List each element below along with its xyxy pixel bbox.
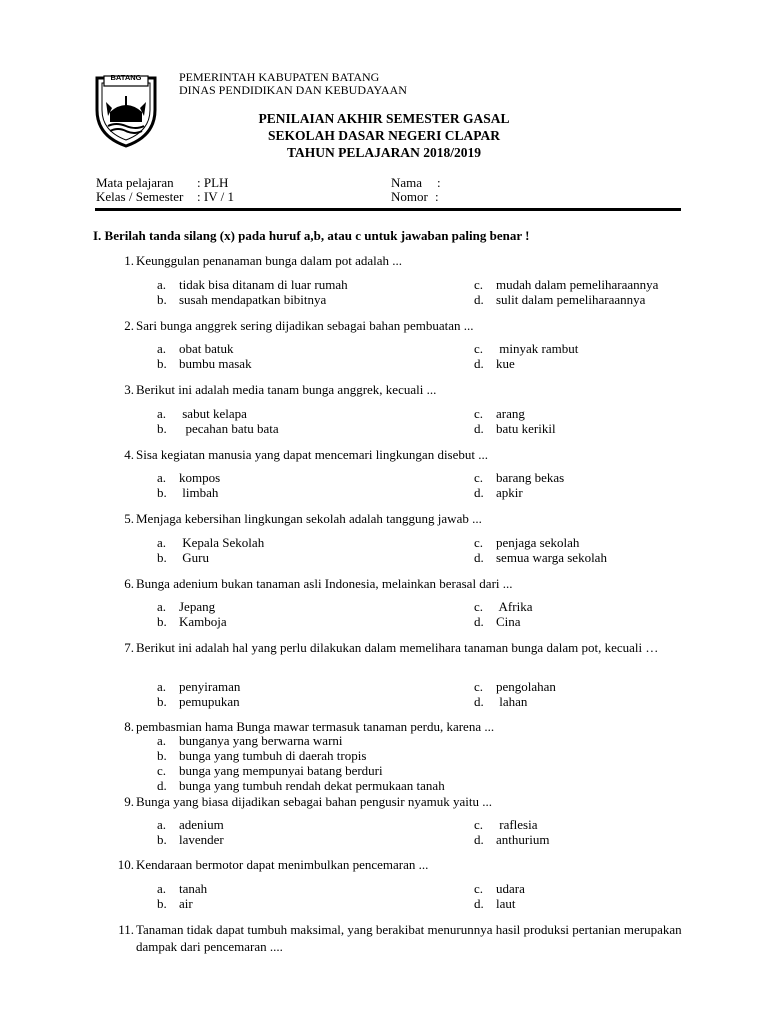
option-a xyxy=(157,881,207,896)
option-letter: d. xyxy=(474,292,484,307)
name-value: : xyxy=(437,175,441,190)
question-text: Berikut ini adalah hal yang perlu dilakukan dalam memelihara tanaman bunga dalam pot, kecuali … xyxy=(136,640,659,655)
question-text: Berikut ini adalah media tanam bunga anggrek, kecuali ... xyxy=(136,382,437,397)
option-letter: c. xyxy=(474,535,484,550)
question-number: 4. xyxy=(124,447,134,462)
subject-label: Mata pelajaran xyxy=(96,175,174,190)
option-d xyxy=(474,550,607,565)
question-text: Menjaga kebersihan lingkungan sekolah adalah tanggung jawab ... xyxy=(136,511,482,526)
option-letter: c. xyxy=(474,679,484,694)
option-d xyxy=(157,778,445,793)
option-letter: a. xyxy=(157,535,167,550)
option-c xyxy=(474,470,564,485)
option-text: tanah xyxy=(179,881,208,896)
option-b xyxy=(157,832,224,847)
option-letter: d. xyxy=(474,694,484,709)
academic-year: TAHUN PELAJARAN 2018/2019 xyxy=(286,145,481,160)
option-letter: b. xyxy=(157,896,167,911)
option-letter: a. xyxy=(157,470,167,485)
option-text: raflesia xyxy=(496,817,538,832)
option-a xyxy=(157,406,247,421)
institution-line-1: PEMERINTAH KABUPATEN BATANG xyxy=(179,70,380,84)
question-number: 7. xyxy=(124,640,134,655)
option-text: kompos xyxy=(179,470,221,485)
option-text: lahan xyxy=(496,694,528,709)
option-text: semua warga sekolah xyxy=(496,550,607,565)
class-value: : IV / 1 xyxy=(197,189,234,204)
option-c xyxy=(474,817,538,832)
option-d xyxy=(474,694,527,709)
option-text: penjaga sekolah xyxy=(496,535,580,550)
question-text: Keunggulan penanaman bunga dalam pot adalah ... xyxy=(136,253,403,268)
option-a xyxy=(157,535,264,550)
question-text: Sisa kegiatan manusia yang dapat mencemari lingkungan disebut ... xyxy=(136,447,488,462)
option-text: limbah xyxy=(179,485,219,500)
option-text: batu kerikil xyxy=(496,421,556,436)
option-d xyxy=(474,421,556,436)
option-b xyxy=(157,614,227,629)
option-letter: c. xyxy=(157,763,167,778)
option-text: minyak rambut xyxy=(496,341,579,356)
option-letter: c. xyxy=(474,470,484,485)
option-text: pemupukan xyxy=(179,694,240,709)
option-letter: b. xyxy=(157,356,167,371)
question-text: pembasmian hama Bunga mawar termasuk tanaman perdu, karena ... xyxy=(136,719,495,734)
option-d xyxy=(474,292,645,307)
option-d xyxy=(474,896,516,911)
option-letter: b. xyxy=(157,832,167,847)
option-c xyxy=(157,763,383,778)
option-letter: b. xyxy=(157,421,167,436)
option-text: sabut kelapa xyxy=(179,406,247,421)
section-instruction: I. Berilah tanda silang (x) pada huruf a,b, atau c untuk jawaban paling benar ! xyxy=(93,228,530,243)
question-text: Tanaman tidak dapat tumbuh maksimal, yang berakibat menurunnya hasil produksi pertanian merupakan dampak dari pencemaran .... xyxy=(136,922,682,954)
option-letter: a. xyxy=(157,406,167,421)
option-letter: d. xyxy=(474,356,484,371)
subject-value: : PLH xyxy=(197,175,229,190)
question-number: 5. xyxy=(124,511,134,526)
option-letter: c. xyxy=(474,599,484,614)
number-value: : xyxy=(435,189,439,204)
option-d xyxy=(474,832,549,847)
option-c xyxy=(474,535,579,550)
option-b xyxy=(157,485,218,500)
question-text: Bunga yang biasa dijadikan sebagai bahan pengusir nyamuk yaitu ... xyxy=(136,794,492,809)
option-text: anthurium xyxy=(496,832,550,847)
institution-line-2: DINAS PENDIDIKAN DAN KEBUDAYAAN xyxy=(179,83,407,97)
question-text: Sari bunga anggrek sering dijadikan sebagai bahan pembuatan ... xyxy=(136,318,474,333)
class-label: Kelas / Semester xyxy=(96,189,184,204)
option-text: Kepala Sekolah xyxy=(179,535,265,550)
option-letter: b. xyxy=(157,694,167,709)
option-text: bunga yang mempunyai batang berduri xyxy=(179,763,383,778)
question-number: 1. xyxy=(124,253,134,268)
option-letter: d. xyxy=(474,614,484,629)
option-text: bunga yang tumbuh di daerah tropis xyxy=(179,748,367,763)
option-letter: a. xyxy=(157,277,167,292)
option-letter: a. xyxy=(157,341,167,356)
option-c xyxy=(474,406,525,421)
option-text: pengolahan xyxy=(496,679,556,694)
option-text: apkir xyxy=(496,485,523,500)
question-number: 6. xyxy=(124,576,134,591)
option-text: bumbu masak xyxy=(179,356,252,371)
option-letter: c. xyxy=(474,817,484,832)
option-letter: d. xyxy=(157,778,167,793)
option-b xyxy=(157,748,366,763)
option-a xyxy=(157,341,234,356)
option-a xyxy=(157,599,215,614)
option-d xyxy=(474,485,523,500)
option-text: tidak bisa ditanam di luar rumah xyxy=(179,277,348,292)
option-letter: b. xyxy=(157,550,167,565)
option-text: lavender xyxy=(179,832,224,847)
option-letter: b. xyxy=(157,292,167,307)
option-text: Kamboja xyxy=(179,614,227,629)
option-b xyxy=(157,550,209,565)
option-c xyxy=(474,277,658,292)
logo-text: BATANG xyxy=(110,73,142,82)
option-text: bunganya yang berwarna warni xyxy=(179,733,343,748)
option-a xyxy=(157,277,348,292)
school-name: SEKOLAH DASAR NEGERI CLAPAR xyxy=(268,128,500,143)
option-text: Cina xyxy=(496,614,521,629)
option-text: bunga yang tumbuh rendah dekat permukaan tanah xyxy=(179,778,445,793)
option-letter: d. xyxy=(474,896,484,911)
option-b xyxy=(157,292,326,307)
option-b xyxy=(157,896,193,911)
option-letter: a. xyxy=(157,881,167,896)
option-a xyxy=(157,733,343,748)
option-text: arang xyxy=(496,406,525,421)
option-text: mudah dalam pemeliharaannya xyxy=(496,277,659,292)
number-label: Nomor xyxy=(391,189,428,204)
option-text: Jepang xyxy=(179,599,216,614)
question-text: Bunga adenium bukan tanaman asli Indonesia, melainkan berasal dari ... xyxy=(136,576,513,591)
option-d xyxy=(474,356,515,371)
option-letter: d. xyxy=(474,550,484,565)
option-letter: d. xyxy=(474,485,484,500)
header-divider xyxy=(95,208,681,211)
option-letter: c. xyxy=(474,881,484,896)
option-text: kue xyxy=(496,356,515,371)
question-number: 11. xyxy=(118,922,134,937)
option-b xyxy=(157,421,279,436)
option-b xyxy=(157,356,252,371)
question-number: 3. xyxy=(124,382,134,397)
option-text: sulit dalam pemeliharaannya xyxy=(496,292,646,307)
option-text: obat batuk xyxy=(179,341,234,356)
option-text: Guru xyxy=(179,550,209,565)
option-c xyxy=(474,881,525,896)
option-text: laut xyxy=(496,896,516,911)
option-a xyxy=(157,679,240,694)
option-letter: b. xyxy=(157,485,167,500)
option-letter: d. xyxy=(474,832,484,847)
exam-title: PENILAIAN AKHIR SEMESTER GASAL xyxy=(258,111,510,126)
option-c xyxy=(474,599,532,614)
option-text: air xyxy=(179,896,193,911)
option-letter: a. xyxy=(157,599,167,614)
option-text: udara xyxy=(496,881,525,896)
option-letter: c. xyxy=(474,277,484,292)
option-letter: b. xyxy=(157,614,167,629)
question-number: 2. xyxy=(124,318,134,333)
option-letter: d. xyxy=(474,421,484,436)
option-text: penyiraman xyxy=(179,679,241,694)
name-label: Nama xyxy=(391,175,423,190)
question-number: 10. xyxy=(117,857,134,872)
option-letter: b. xyxy=(157,748,167,763)
question-text: Kendaraan bermotor dapat menimbulkan pencemaran ... xyxy=(136,857,429,872)
option-letter: a. xyxy=(157,679,167,694)
option-text: pecahan batu bata xyxy=(179,421,279,436)
question-number: 8. xyxy=(124,719,134,734)
option-c xyxy=(474,679,556,694)
question-number: 9. xyxy=(124,794,134,809)
option-text: adenium xyxy=(179,817,224,832)
option-b xyxy=(157,694,240,709)
option-letter: a. xyxy=(157,733,167,748)
option-c xyxy=(474,341,578,356)
option-a xyxy=(157,470,220,485)
option-letter: a. xyxy=(157,817,167,832)
option-letter: c. xyxy=(474,406,484,421)
option-d xyxy=(474,614,521,629)
option-text: Afrika xyxy=(496,599,533,614)
option-a xyxy=(157,817,224,832)
option-text: barang bekas xyxy=(496,470,565,485)
option-text: susah mendapatkan bibitnya xyxy=(179,292,327,307)
option-letter: c. xyxy=(474,341,484,356)
